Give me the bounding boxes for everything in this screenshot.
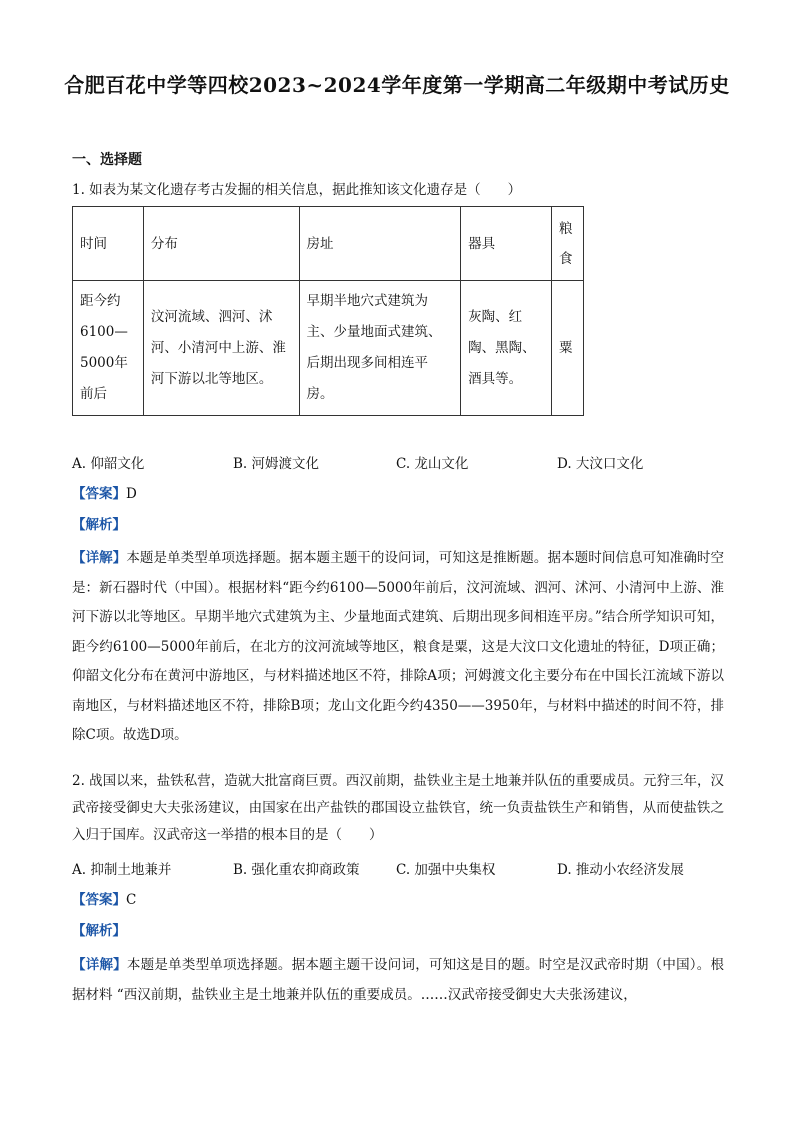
table-header-cell: 房址 [299, 207, 461, 281]
question-1-analysis-label [72, 513, 724, 538]
detail-text: 本题是单类型单项选择题。据本题主题干设问词，可知这是目的题。时空是汉武帝时期（中国）。根据材料 “西汉前期，盐铁业主是土地兼并队伍的重要成员。……汉武帝接受御史大夫张汤建议， [72, 957, 725, 1003]
question-2-answer [72, 888, 724, 913]
section-heading: 一、选择题 [72, 152, 142, 168]
table-header-cell: 粮食 [551, 207, 583, 281]
table-header-cell: 器具 [461, 207, 552, 281]
analysis-label: 【解析】 [72, 923, 126, 939]
option-b: B. 河姆渡文化 [233, 456, 320, 472]
detail-label: 【详解】 [72, 550, 127, 566]
detail-text: 本题是单类型单项选择题。据本题主题干的设问词，可知这是推断题。据本题时间信息可知准确时空是：新石器时代（中国）。根据材料“距今约6100—5000年前后，汶河流域、泗河、沭河、小清河中上游、淮河下游以北等地区。早期半地穴式建筑为主、少量地面式建筑、后期出现多间相连平房。”结合所学知识可知，距今约6100—5000年前后，在北方的汶河流域等地区，粮食是粟，这是大汶口文化遗址的特征，D项正确；仰韶文化分布在黄河中游地区，与材料描述地区不符，排除A项；河姆渡文化主要分布在中国长江流域下游以南地区，与材料描述地区不符，排除B项；龙山文化距今约4350——3950年，与材料中描述的时间不符，排除C项。故选D项。 [72, 550, 725, 743]
answer-label: 【答案】 [72, 486, 126, 502]
question-2-stem: 2. 战国以来，盐铁私营，造就大批富商巨贾。西汉前期，盐铁业主是土地兼并队伍的重要成员。元狩三年，汉武帝接受御史大夫张汤建议，由国家在出产盐铁的郡国设立盐铁官，统一负责盐铁生产和销售，从而使盐铁之入归于国库。汉武帝这一举措的根本目的是（ ） [72, 773, 724, 843]
table-header-row [73, 207, 584, 281]
question-1-detail [72, 544, 724, 751]
option-a: A. 仰韶文化 [72, 456, 145, 472]
table-cell: 汶河流域、泗河、沭河、小清河中上游、淮河下游以北等地区。 [143, 281, 299, 416]
question-1-answer [72, 482, 724, 507]
question-1-stem: 1. 如表为某文化遗存考古发掘的相关信息，据此推知该文化遗存是（ ） [72, 182, 522, 198]
question-1-table [72, 206, 584, 416]
option-d: D. 大汶口文化 [557, 456, 644, 472]
table-cell: 早期半地穴式建筑为主、少量地面式建筑、后期出现多间相连平房。 [299, 281, 461, 416]
option-d: D. 推动小农经济发展 [557, 862, 684, 878]
answer-label: 【答案】 [72, 892, 126, 908]
option-c: C. 加强中央集权 [396, 862, 496, 878]
answer-value: C [126, 892, 137, 908]
option-b: B. 强化重农抑商政策 [233, 862, 360, 878]
option-c: C. 龙山文化 [396, 456, 469, 472]
question-2-analysis-label [72, 919, 724, 944]
table-cell: 灰陶、红陶、黑陶、酒具等。 [461, 281, 552, 416]
question-2-detail [72, 950, 724, 1010]
table-row [73, 281, 584, 416]
option-a: A. 抑制土地兼并 [72, 862, 172, 878]
page-title: 合肥百花中学等四校2023~2024学年度第一学期高二年级期中考试历史 [64, 73, 730, 97]
analysis-label: 【解析】 [72, 517, 126, 533]
detail-label: 【详解】 [72, 957, 127, 973]
table-header-cell: 时间 [73, 207, 144, 281]
table-cell: 粟 [551, 281, 583, 416]
table-header-cell: 分布 [143, 207, 299, 281]
table-cell: 距今约6100—5000年前后 [73, 281, 144, 416]
answer-value: D [126, 486, 137, 502]
